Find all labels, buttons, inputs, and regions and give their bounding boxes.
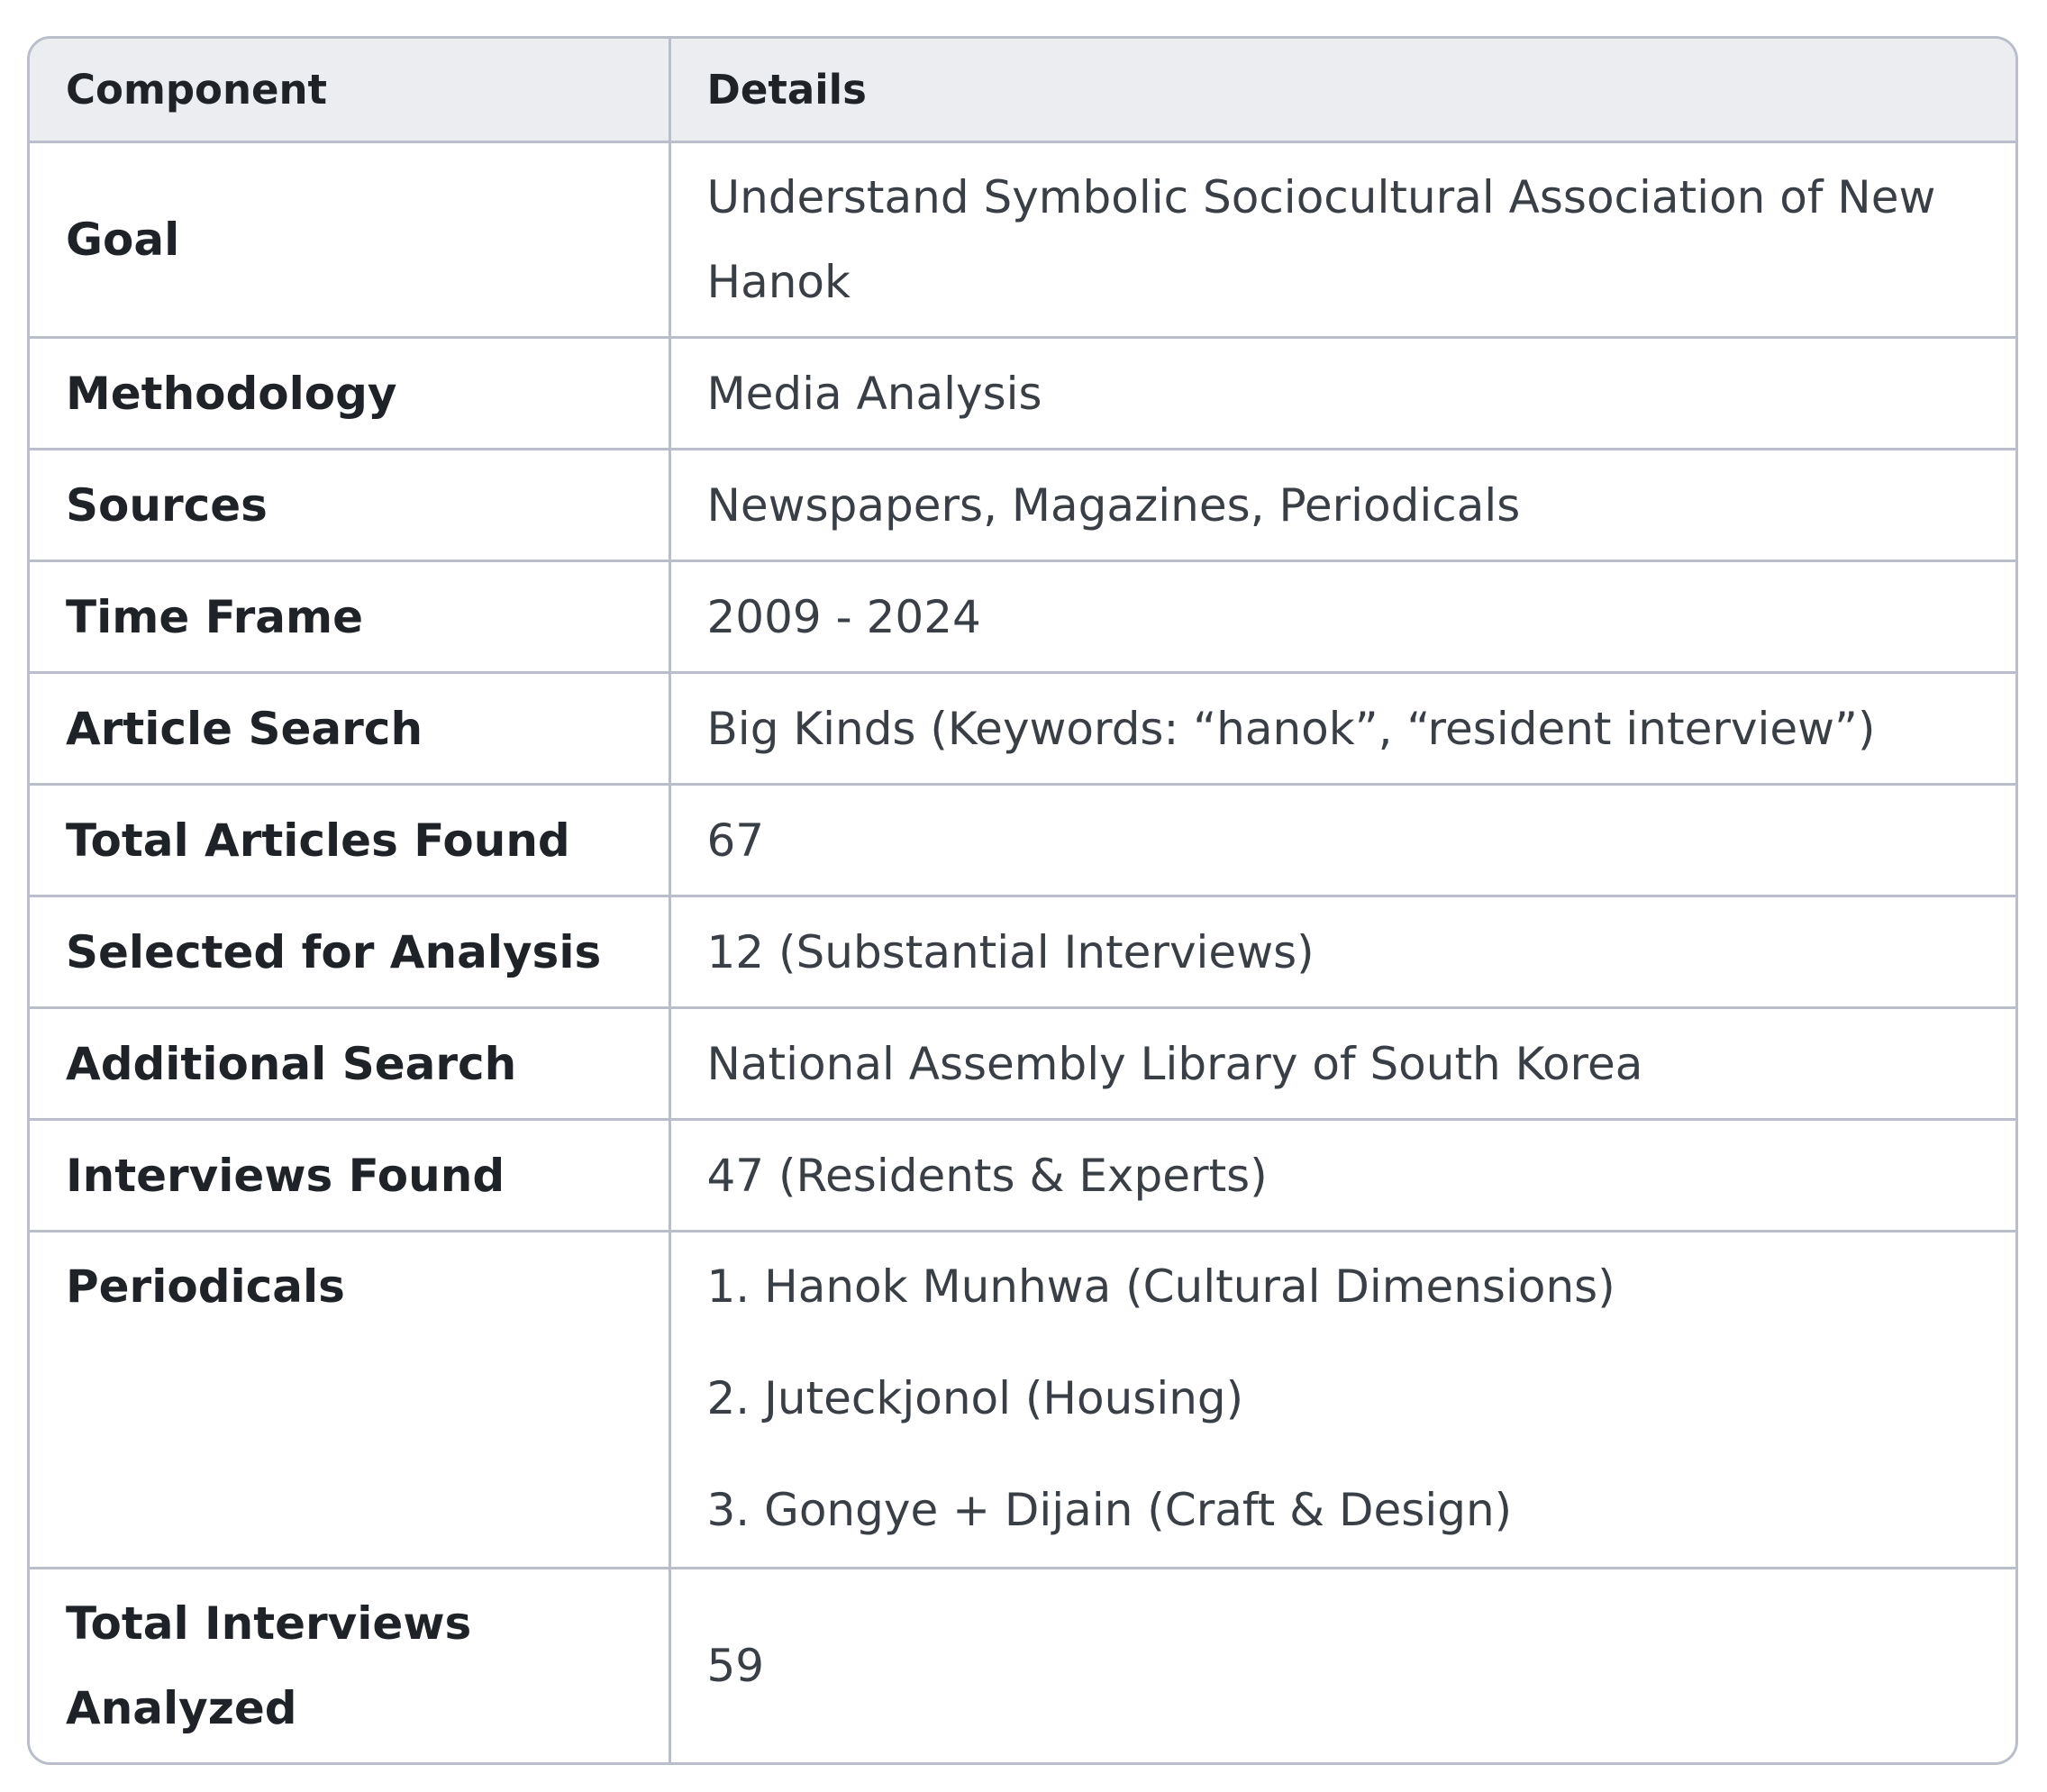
info-table-container	[27, 36, 2018, 1765]
table-header-row	[30, 39, 2015, 142]
details-cell: 67	[669, 785, 2015, 896]
details-cell: 59	[706, 1640, 765, 1692]
component-cell: Methodology	[30, 338, 669, 450]
info-table	[30, 39, 2015, 1762]
component-cell: Article Search	[30, 673, 669, 785]
component-cell: Time Frame	[30, 561, 669, 673]
details-cell: 2009 - 2024	[669, 561, 2015, 673]
table-row-methodology	[30, 338, 2015, 450]
periodical-list-item: 1. Hanok Munhwa (Cultural Dimensions)	[706, 1260, 1615, 1313]
table-row-periodicals	[30, 1232, 2015, 1569]
table-row-interviews-found	[30, 1120, 2015, 1232]
periodical-list-item: 3. Gongye + Dijain (Craft & Design)	[706, 1484, 1513, 1536]
component-cell: Goal	[30, 142, 669, 338]
column-header-component: Component	[30, 39, 669, 142]
table-row-selected-for-analysis	[30, 896, 2015, 1008]
details-cell: 12 (Substantial Interviews)	[669, 896, 2015, 1008]
column-header-details: Details	[669, 39, 2015, 142]
table-row-sources	[30, 450, 2015, 561]
component-cell: Additional Search	[30, 1008, 669, 1120]
details-cell: Big Kinds (Keywords: “hanok”, “resident interview”)	[669, 673, 2015, 785]
component-cell: Selected for Analysis	[30, 896, 669, 1008]
details-cell: Newspapers, Magazines, Periodicals	[669, 450, 2015, 561]
table-row-additional-search	[30, 1008, 2015, 1120]
component-cell: Interviews Found	[30, 1120, 669, 1232]
table-row-time-frame	[30, 561, 2015, 673]
component-cell: Total Articles Found	[30, 785, 669, 896]
table-row-article-search	[30, 673, 2015, 785]
table-row-total-articles-found	[30, 785, 2015, 896]
table-row-total-interviews-analyzed	[30, 1569, 2015, 1763]
details-cell-list	[669, 1232, 2015, 1569]
details-cell: Understand Symbolic Sociocultural Association of New Hanok	[669, 142, 2015, 338]
component-cell: Total Interviews Analyzed	[30, 1569, 669, 1763]
details-cell: National Assembly Library of South Korea	[669, 1008, 2015, 1120]
details-cell: 47 (Residents & Experts)	[669, 1120, 2015, 1232]
periodical-list-item: 2. Juteckjonol (Housing)	[706, 1372, 1244, 1424]
component-cell: Sources	[30, 450, 669, 561]
component-cell: Periodicals	[30, 1232, 669, 1569]
table-row-goal	[30, 142, 2015, 338]
details-cell: Media Analysis	[669, 338, 2015, 450]
